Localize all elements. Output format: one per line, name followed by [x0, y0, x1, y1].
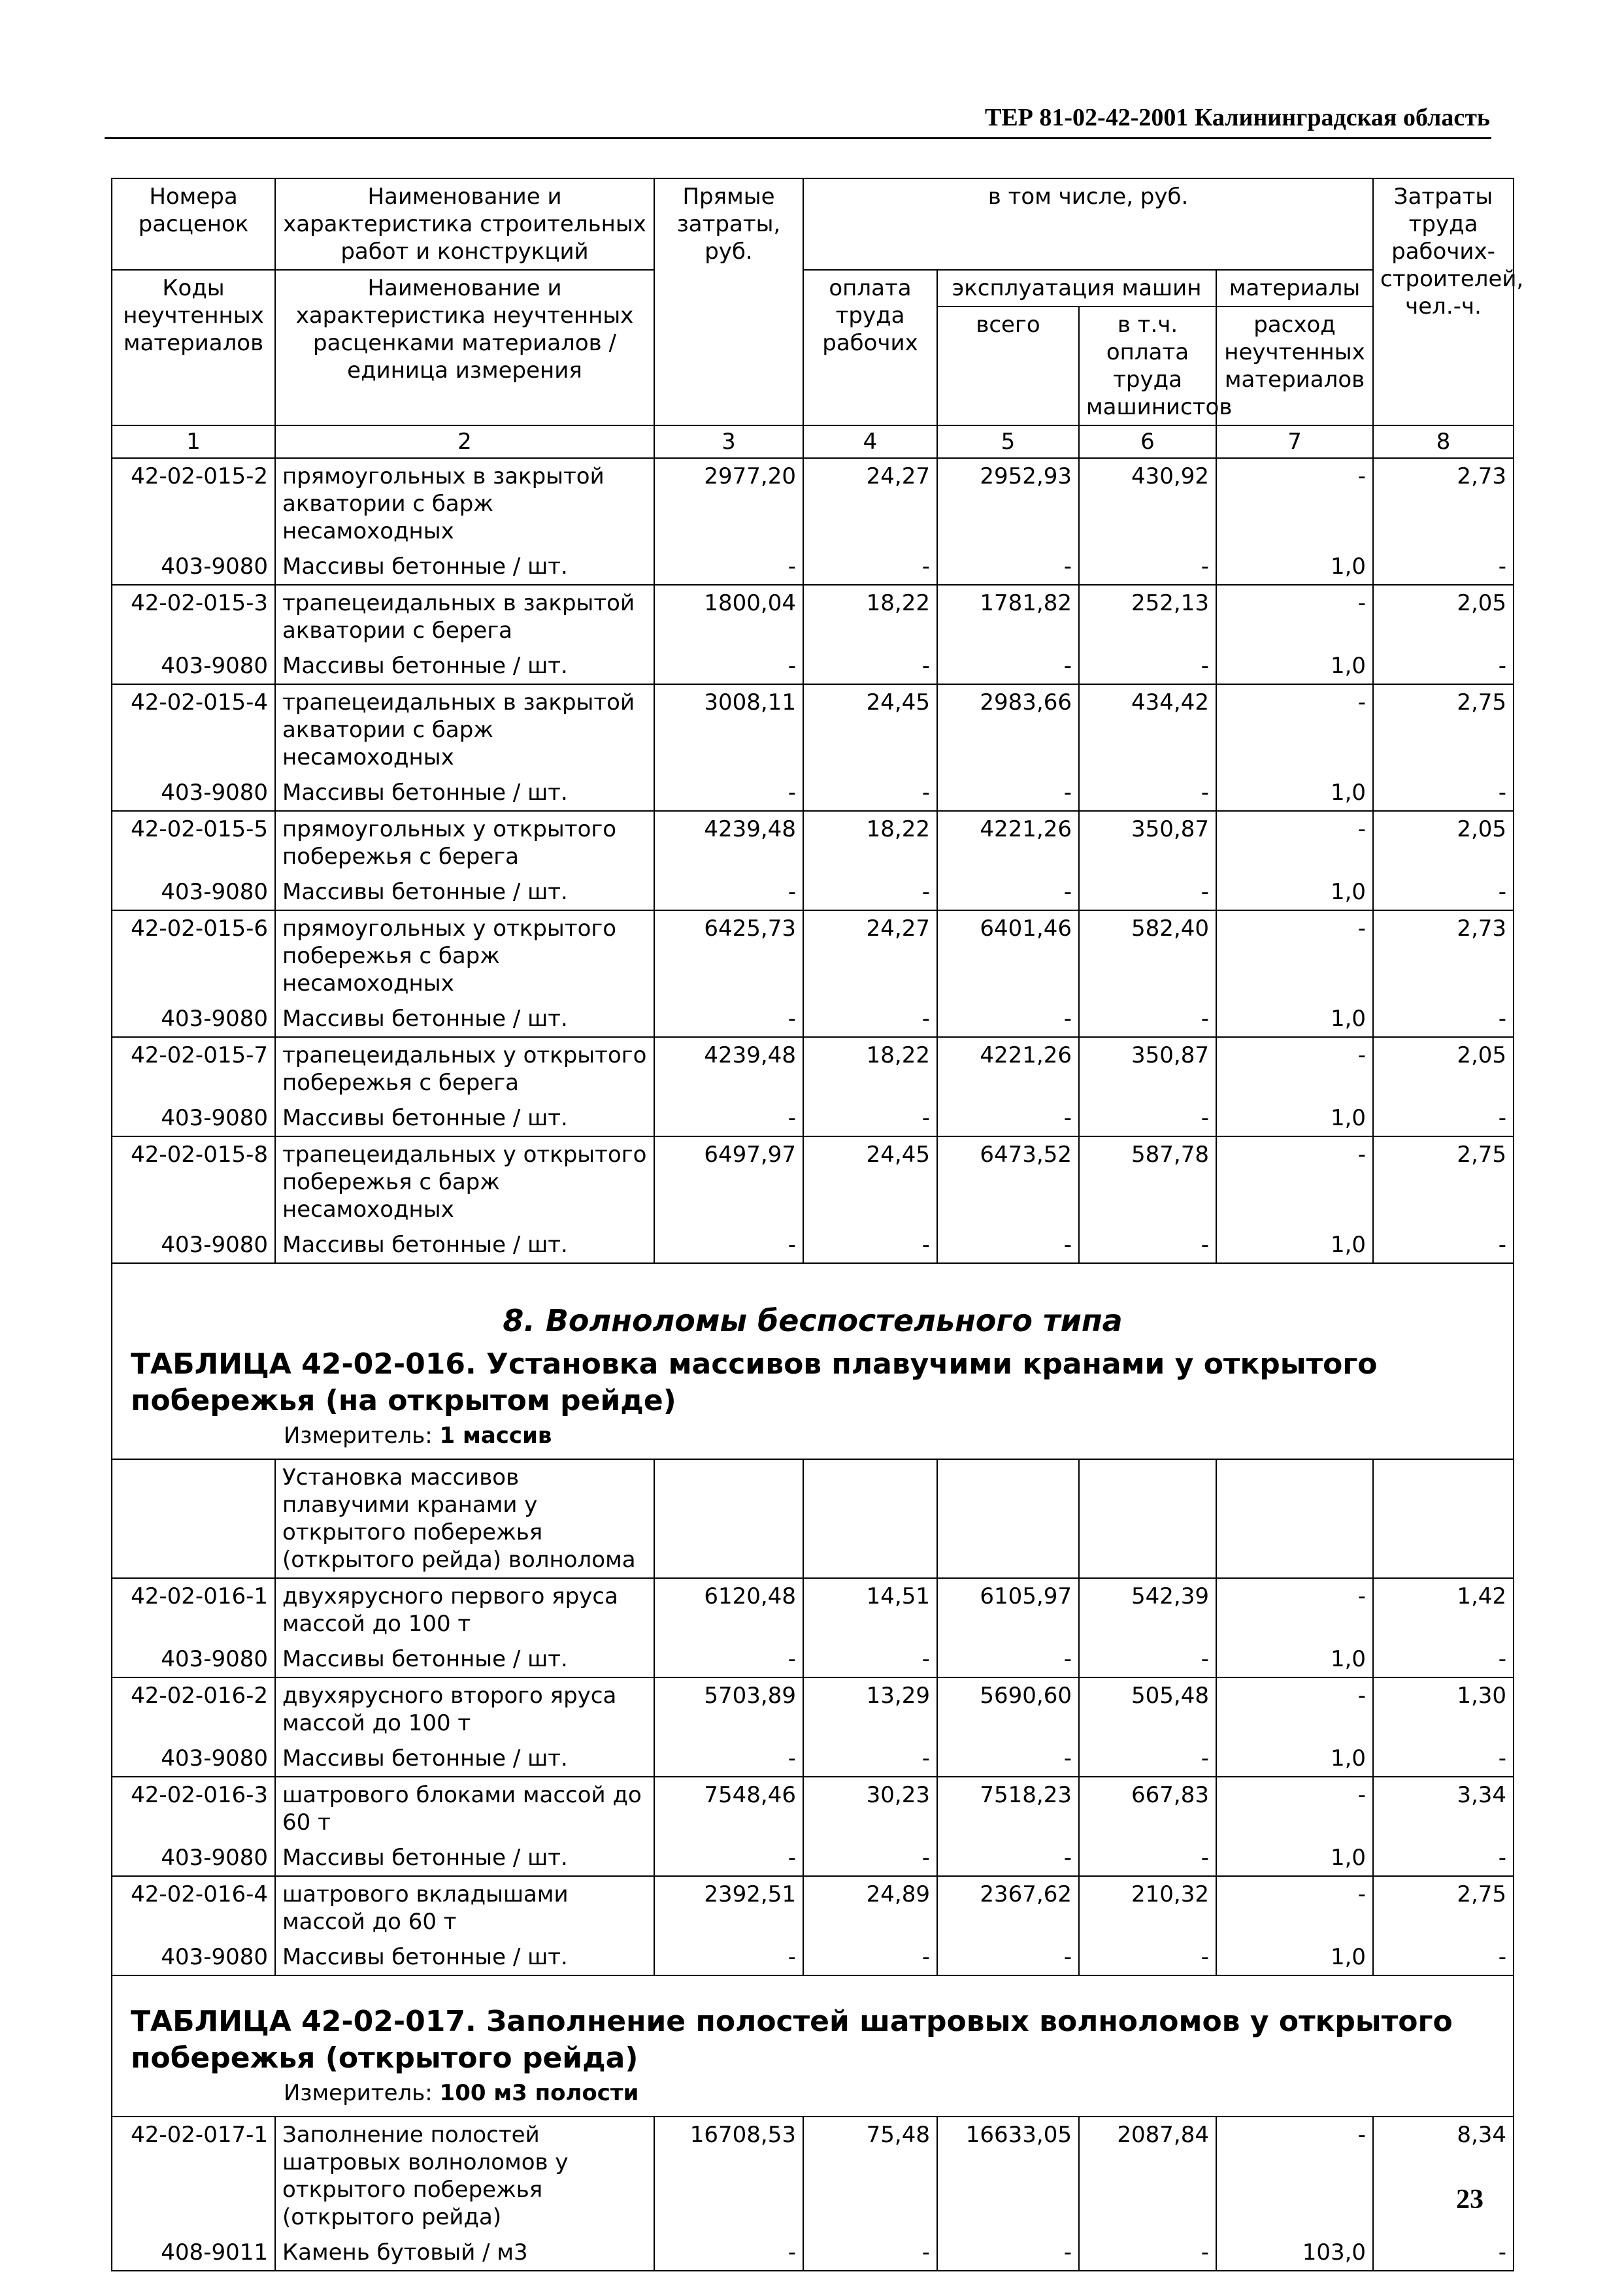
material-name: Массивы бетонные / шт. — [275, 549, 654, 585]
direct-costs-value: 3008,11 — [654, 684, 803, 775]
operator-pay-value: 505,48 — [1079, 1677, 1216, 1741]
worker-pay-value: - — [803, 1840, 937, 1876]
operator-pay-value: 350,87 — [1079, 811, 1216, 874]
machines-total-value: - — [937, 549, 1079, 585]
direct-costs-value: - — [654, 1227, 803, 1263]
header-operator-pay: в т.ч. оплата труда машинистов — [1079, 306, 1216, 425]
operator-pay-value: - — [1079, 648, 1216, 684]
table-header — [112, 178, 1524, 458]
rate-row — [112, 1876, 1514, 1939]
material-name: Массивы бетонные / шт. — [275, 775, 654, 811]
machines-total-value: 6105,97 — [937, 1578, 1079, 1641]
material-name: Массивы бетонные / шт. — [275, 874, 654, 910]
rate-name: прямоугольных у открытого побережья с барж несамоходных — [275, 910, 654, 1001]
machines-total-value: - — [937, 1001, 1079, 1037]
index-cell: 8 — [1373, 425, 1514, 458]
empty-cell — [654, 1459, 803, 1578]
operator-pay-value: - — [1079, 2235, 1216, 2271]
material-consumption-value: 1,0 — [1216, 1001, 1373, 1037]
direct-costs-value: 16708,53 — [654, 2117, 803, 2235]
empty-cell — [1216, 1459, 1373, 1578]
material-consumption-value: - — [1216, 1876, 1373, 1939]
worker-pay-value: 24,45 — [803, 1136, 937, 1227]
operator-pay-value: 252,13 — [1079, 585, 1216, 648]
machines-total-value: 4221,26 — [937, 811, 1079, 874]
operator-pay-value: 2087,84 — [1079, 2117, 1216, 2235]
rate-row — [112, 1136, 1514, 1227]
labor-costs-value: - — [1373, 648, 1514, 684]
worker-pay-value: - — [803, 1100, 937, 1136]
header-worker-pay: оплата труда рабочих — [803, 270, 937, 425]
machines-total-value: 5690,60 — [937, 1677, 1079, 1741]
direct-costs-value: - — [654, 549, 803, 585]
material-consumption-value: 1,0 — [1216, 1840, 1373, 1876]
direct-costs-value: 6425,73 — [654, 910, 803, 1001]
material-consumption-value: 1,0 — [1216, 874, 1373, 910]
material-row — [112, 1227, 1514, 1263]
operator-pay-value: - — [1079, 1001, 1216, 1037]
labor-costs-value: - — [1373, 1840, 1514, 1876]
direct-costs-value: - — [654, 1100, 803, 1136]
header-rule — [105, 137, 1491, 139]
index-cell: 2 — [275, 425, 654, 458]
material-code: 403-9080 — [112, 648, 275, 684]
labor-costs-value: 2,75 — [1373, 1876, 1514, 1939]
empty-cell — [803, 1459, 937, 1578]
header-machines-total: всего — [937, 306, 1079, 425]
material-name: Массивы бетонные / шт. — [275, 1641, 654, 1677]
rate-name: Заполнение полостей шатровых волноломов у открытого побережья (открытого рейда) — [275, 2117, 654, 2235]
machines-total-value: 2952,93 — [937, 458, 1079, 549]
operator-pay-value: 582,40 — [1079, 910, 1216, 1001]
rate-name: трапецеидальных в закрытой акватории с берега — [275, 585, 654, 648]
intro-code-cell — [112, 1459, 275, 1578]
machines-total-value: - — [937, 1741, 1079, 1777]
worker-pay-value: 18,22 — [803, 1037, 937, 1100]
labor-costs-value: 2,75 — [1373, 684, 1514, 775]
header-work-name: Наименование и характеристика строительных работ и конструкций — [275, 178, 654, 270]
material-name: Массивы бетонные / шт. — [275, 1939, 654, 1975]
machines-total-value: 6401,46 — [937, 910, 1079, 1001]
operator-pay-value: 430,92 — [1079, 458, 1216, 549]
operator-pay-value: - — [1079, 1939, 1216, 1975]
material-consumption-value: 1,0 — [1216, 1641, 1373, 1677]
machines-total-value: - — [937, 1641, 1079, 1677]
rate-code: 42-02-015-2 — [112, 458, 275, 549]
operator-pay-value: 667,83 — [1079, 1777, 1216, 1840]
material-row — [112, 549, 1514, 585]
material-consumption-value: 1,0 — [1216, 549, 1373, 585]
rate-row — [112, 585, 1514, 648]
machines-total-value: - — [937, 874, 1079, 910]
labor-costs-value: 1,30 — [1373, 1677, 1514, 1741]
table-017-title: ТАБЛИЦА 42-02-017. Заполнение полостей шатровых волноломов у открытого побережья (открытого рейда) — [131, 2005, 1453, 2075]
header-material-codes: Коды неучтенных материалов — [112, 270, 275, 425]
material-name: Камень бутовый / м3 — [275, 2235, 654, 2271]
rate-row — [112, 910, 1514, 1001]
material-consumption-value: 1,0 — [1216, 1100, 1373, 1136]
index-cell: 7 — [1216, 425, 1373, 458]
table-016-meter: Измеритель: 1 массив — [284, 1423, 552, 1449]
empty-cell — [1373, 1459, 1514, 1578]
operator-pay-value: - — [1079, 1227, 1216, 1263]
material-row — [112, 1100, 1514, 1136]
index-cell: 4 — [803, 425, 937, 458]
index-cell: 1 — [112, 425, 275, 458]
header-rate-numbers: Номера расценок — [112, 178, 275, 270]
direct-costs-value: - — [654, 1641, 803, 1677]
operator-pay-value: - — [1079, 874, 1216, 910]
rate-row — [112, 811, 1514, 874]
operator-pay-value: - — [1079, 1840, 1216, 1876]
labor-costs-value: 2,05 — [1373, 811, 1514, 874]
labor-costs-value: 3,34 — [1373, 1777, 1514, 1840]
rate-code: 42-02-016-1 — [112, 1578, 275, 1641]
material-consumption-value: 1,0 — [1216, 775, 1373, 811]
machines-total-value: - — [937, 2235, 1079, 2271]
material-consumption-value: 1,0 — [1216, 1227, 1373, 1263]
labor-costs-value: - — [1373, 1100, 1514, 1136]
operator-pay-value: - — [1079, 1741, 1216, 1777]
worker-pay-value: 24,27 — [803, 458, 937, 549]
material-code: 403-9080 — [112, 1939, 275, 1975]
direct-costs-value: 4239,48 — [654, 811, 803, 874]
labor-costs-value: 2,73 — [1373, 458, 1514, 549]
material-row — [112, 1939, 1514, 1975]
direct-costs-value: - — [654, 775, 803, 811]
direct-costs-value: 1800,04 — [654, 585, 803, 648]
rate-name: двухярусного второго яруса массой до 100 т — [275, 1677, 654, 1741]
worker-pay-value: - — [803, 1001, 937, 1037]
rate-code: 42-02-015-6 — [112, 910, 275, 1001]
material-row — [112, 2235, 1514, 2271]
worker-pay-value: 24,27 — [803, 910, 937, 1001]
labor-costs-value: - — [1373, 1227, 1514, 1263]
direct-costs-value: 2392,51 — [654, 1876, 803, 1939]
machines-total-value: 2983,66 — [937, 684, 1079, 775]
direct-costs-value: 6120,48 — [654, 1578, 803, 1641]
labor-costs-value: - — [1373, 1939, 1514, 1975]
header-labor-costs: Затраты труда рабочих-строителей, чел.-ч. — [1373, 178, 1514, 425]
labor-costs-value: - — [1373, 1741, 1514, 1777]
material-consumption-value: - — [1216, 1037, 1373, 1100]
material-consumption-value: - — [1216, 1136, 1373, 1227]
material-consumption-value: - — [1216, 458, 1373, 549]
worker-pay-value: 24,45 — [803, 684, 937, 775]
rate-row — [112, 1037, 1514, 1100]
machines-total-value: - — [937, 1100, 1079, 1136]
machines-total-value: 4221,26 — [937, 1037, 1079, 1100]
table-017-heading-cell — [112, 1975, 1514, 2117]
direct-costs-value: - — [654, 1939, 803, 1975]
table-body-015 — [112, 458, 1514, 1263]
rate-code: 42-02-015-7 — [112, 1037, 275, 1100]
direct-costs-value: 4239,48 — [654, 1037, 803, 1100]
rates-table — [111, 178, 1524, 2271]
labor-costs-value: 2,05 — [1373, 585, 1514, 648]
machines-total-value: 2367,62 — [937, 1876, 1079, 1939]
material-row — [112, 1741, 1514, 1777]
material-consumption-value: - — [1216, 585, 1373, 648]
material-name: Массивы бетонные / шт. — [275, 1001, 654, 1037]
material-code: 403-9080 — [112, 1641, 275, 1677]
worker-pay-value: - — [803, 775, 937, 811]
index-cell: 6 — [1079, 425, 1216, 458]
operator-pay-value: 434,42 — [1079, 684, 1216, 775]
rate-code: 42-02-017-1 — [112, 2117, 275, 2235]
direct-costs-value: - — [654, 1840, 803, 1876]
header-material-consumption: расход неучтенных материалов — [1216, 306, 1373, 425]
section-8-cell — [112, 1263, 1514, 1459]
section-title: 8. Волноломы беспостельного типа — [503, 1303, 1123, 1338]
rate-name: двухярусного первого яруса массой до 100 т — [275, 1578, 654, 1641]
table-016-title: ТАБЛИЦА 42-02-016. Установка массивов плавучими кранами у открытого побережья (на открытом рейде) — [131, 1347, 1378, 1417]
operator-pay-value: 350,87 — [1079, 1037, 1216, 1100]
direct-costs-value: 6497,97 — [654, 1136, 803, 1227]
material-code: 408-9011 — [112, 2235, 275, 2271]
table-body-016 — [112, 1578, 1514, 1975]
rate-row — [112, 2117, 1514, 2235]
direct-costs-value: 7548,46 — [654, 1777, 803, 1840]
empty-cell — [937, 1459, 1079, 1578]
empty-cell — [1079, 1459, 1216, 1578]
material-row — [112, 1641, 1514, 1677]
material-consumption-value: - — [1216, 1578, 1373, 1641]
labor-costs-value: - — [1373, 2235, 1514, 2271]
section-8 — [112, 1263, 1514, 1578]
rate-code: 42-02-016-3 — [112, 1777, 275, 1840]
direct-costs-value: - — [654, 1001, 803, 1037]
material-name: Массивы бетонные / шт. — [275, 648, 654, 684]
labor-costs-value: 2,75 — [1373, 1136, 1514, 1227]
material-code: 403-9080 — [112, 1001, 275, 1037]
material-name: Массивы бетонные / шт. — [275, 1227, 654, 1263]
labor-costs-value: - — [1373, 549, 1514, 585]
direct-costs-value: - — [654, 874, 803, 910]
table-016-intro: Установка массивов плавучими кранами у открытого побережья (открытого рейда) волнолома — [275, 1459, 654, 1578]
material-consumption-value: - — [1216, 910, 1373, 1001]
rate-code: 42-02-015-3 — [112, 585, 275, 648]
header-machine-operation: эксплуатация машин — [937, 270, 1216, 306]
machines-total-value: - — [937, 775, 1079, 811]
worker-pay-value: 14,51 — [803, 1578, 937, 1641]
header-material-name: Наименование и характеристика неучтенных расценками материалов / единица измерения — [275, 270, 654, 425]
index-cell: 5 — [937, 425, 1079, 458]
operator-pay-value: - — [1079, 775, 1216, 811]
rate-code: 42-02-015-4 — [112, 684, 275, 775]
material-row — [112, 648, 1514, 684]
material-row — [112, 775, 1514, 811]
rate-name: прямоугольных в закрытой акватории с барж несамоходных — [275, 458, 654, 549]
header-including: в том числе, руб. — [803, 178, 1373, 270]
operator-pay-value: - — [1079, 549, 1216, 585]
machines-total-value: 1781,82 — [937, 585, 1079, 648]
labor-costs-value: - — [1373, 775, 1514, 811]
material-code: 403-9080 — [112, 1100, 275, 1136]
material-row — [112, 874, 1514, 910]
material-name: Массивы бетонные / шт. — [275, 1840, 654, 1876]
rate-row — [112, 458, 1514, 549]
material-consumption-value: 1,0 — [1216, 1741, 1373, 1777]
machines-total-value: 16633,05 — [937, 2117, 1079, 2235]
worker-pay-value: 24,89 — [803, 1876, 937, 1939]
worker-pay-value: - — [803, 1741, 937, 1777]
worker-pay-value: 18,22 — [803, 811, 937, 874]
machines-total-value: 6473,52 — [937, 1136, 1079, 1227]
rate-name: шатрового вкладышами массой до 60 т — [275, 1876, 654, 1939]
material-row — [112, 1001, 1514, 1037]
labor-costs-value: 2,05 — [1373, 1037, 1514, 1100]
worker-pay-value: - — [803, 2235, 937, 2271]
machines-total-value: 7518,23 — [937, 1777, 1079, 1840]
table-body-017 — [112, 2117, 1514, 2271]
material-code: 403-9080 — [112, 775, 275, 811]
operator-pay-value: 542,39 — [1079, 1578, 1216, 1641]
material-consumption-value: 103,0 — [1216, 2235, 1373, 2271]
worker-pay-value: 13,29 — [803, 1677, 937, 1741]
worker-pay-value: - — [803, 648, 937, 684]
material-consumption-value: - — [1216, 684, 1373, 775]
table-017-heading — [112, 1975, 1514, 2117]
header-materials: материалы — [1216, 270, 1373, 306]
labor-costs-value: - — [1373, 1001, 1514, 1037]
page-number: 23 — [1456, 2185, 1483, 2215]
rate-name: трапецеидальных в закрытой акватории с барж несамоходных — [275, 684, 654, 775]
rate-name: трапецеидальных у открытого побережья с барж несамоходных — [275, 1136, 654, 1227]
material-consumption-value: 1,0 — [1216, 1939, 1373, 1975]
direct-costs-value: - — [654, 1741, 803, 1777]
worker-pay-value: 30,23 — [803, 1777, 937, 1840]
operator-pay-value: 210,32 — [1079, 1876, 1216, 1939]
direct-costs-value: - — [654, 2235, 803, 2271]
machines-total-value: - — [937, 1840, 1079, 1876]
material-code: 403-9080 — [112, 874, 275, 910]
worker-pay-value: - — [803, 549, 937, 585]
material-row — [112, 1840, 1514, 1876]
running-header: ТЕР 81-02-42-2001 Калининградская область — [984, 104, 1490, 131]
machines-total-value: - — [937, 1227, 1079, 1263]
labor-costs-value: 2,73 — [1373, 910, 1514, 1001]
machines-total-value: - — [937, 648, 1079, 684]
material-consumption-value: - — [1216, 2117, 1373, 2235]
operator-pay-value: 587,78 — [1079, 1136, 1216, 1227]
operator-pay-value: - — [1079, 1100, 1216, 1136]
labor-costs-value: 8,34 — [1373, 2117, 1514, 2235]
worker-pay-value: - — [803, 1227, 937, 1263]
rate-code: 42-02-016-4 — [112, 1876, 275, 1939]
rate-code: 42-02-015-8 — [112, 1136, 275, 1227]
rate-name: прямоугольных у открытого побережья с берега — [275, 811, 654, 874]
material-name: Массивы бетонные / шт. — [275, 1100, 654, 1136]
material-consumption-value: 1,0 — [1216, 648, 1373, 684]
direct-costs-value: 5703,89 — [654, 1677, 803, 1741]
rate-code: 42-02-015-5 — [112, 811, 275, 874]
direct-costs-value: 2977,20 — [654, 458, 803, 549]
material-consumption-value: - — [1216, 1677, 1373, 1741]
rate-code: 42-02-016-2 — [112, 1677, 275, 1741]
rate-row — [112, 1777, 1514, 1840]
labor-costs-value: - — [1373, 1641, 1514, 1677]
material-consumption-value: - — [1216, 811, 1373, 874]
rate-row — [112, 684, 1514, 775]
material-consumption-value: - — [1216, 1777, 1373, 1840]
rate-row — [112, 1578, 1514, 1641]
worker-pay-value: 75,48 — [803, 2117, 937, 2235]
index-cell: 3 — [654, 425, 803, 458]
material-code: 403-9080 — [112, 549, 275, 585]
worker-pay-value: - — [803, 1641, 937, 1677]
material-code: 403-9080 — [112, 1840, 275, 1876]
rate-row — [112, 1677, 1514, 1741]
material-code: 403-9080 — [112, 1741, 275, 1777]
rate-name: шатрового блоками массой до 60 т — [275, 1777, 654, 1840]
worker-pay-value: - — [803, 1939, 937, 1975]
material-code: 403-9080 — [112, 1227, 275, 1263]
material-name: Массивы бетонные / шт. — [275, 1741, 654, 1777]
operator-pay-value: - — [1079, 1641, 1216, 1677]
header-index-row — [112, 425, 1514, 458]
labor-costs-value: 1,42 — [1373, 1578, 1514, 1641]
worker-pay-value: - — [803, 874, 937, 910]
labor-costs-value: - — [1373, 874, 1514, 910]
header-direct-costs: Прямые затраты, руб. — [654, 178, 803, 425]
table-017-meter: Измеритель: 100 м3 полости — [284, 2080, 639, 2106]
direct-costs-value: - — [654, 648, 803, 684]
rate-name: трапецеидальных у открытого побережья с берега — [275, 1037, 654, 1100]
machines-total-value: - — [937, 1939, 1079, 1975]
worker-pay-value: 18,22 — [803, 585, 937, 648]
